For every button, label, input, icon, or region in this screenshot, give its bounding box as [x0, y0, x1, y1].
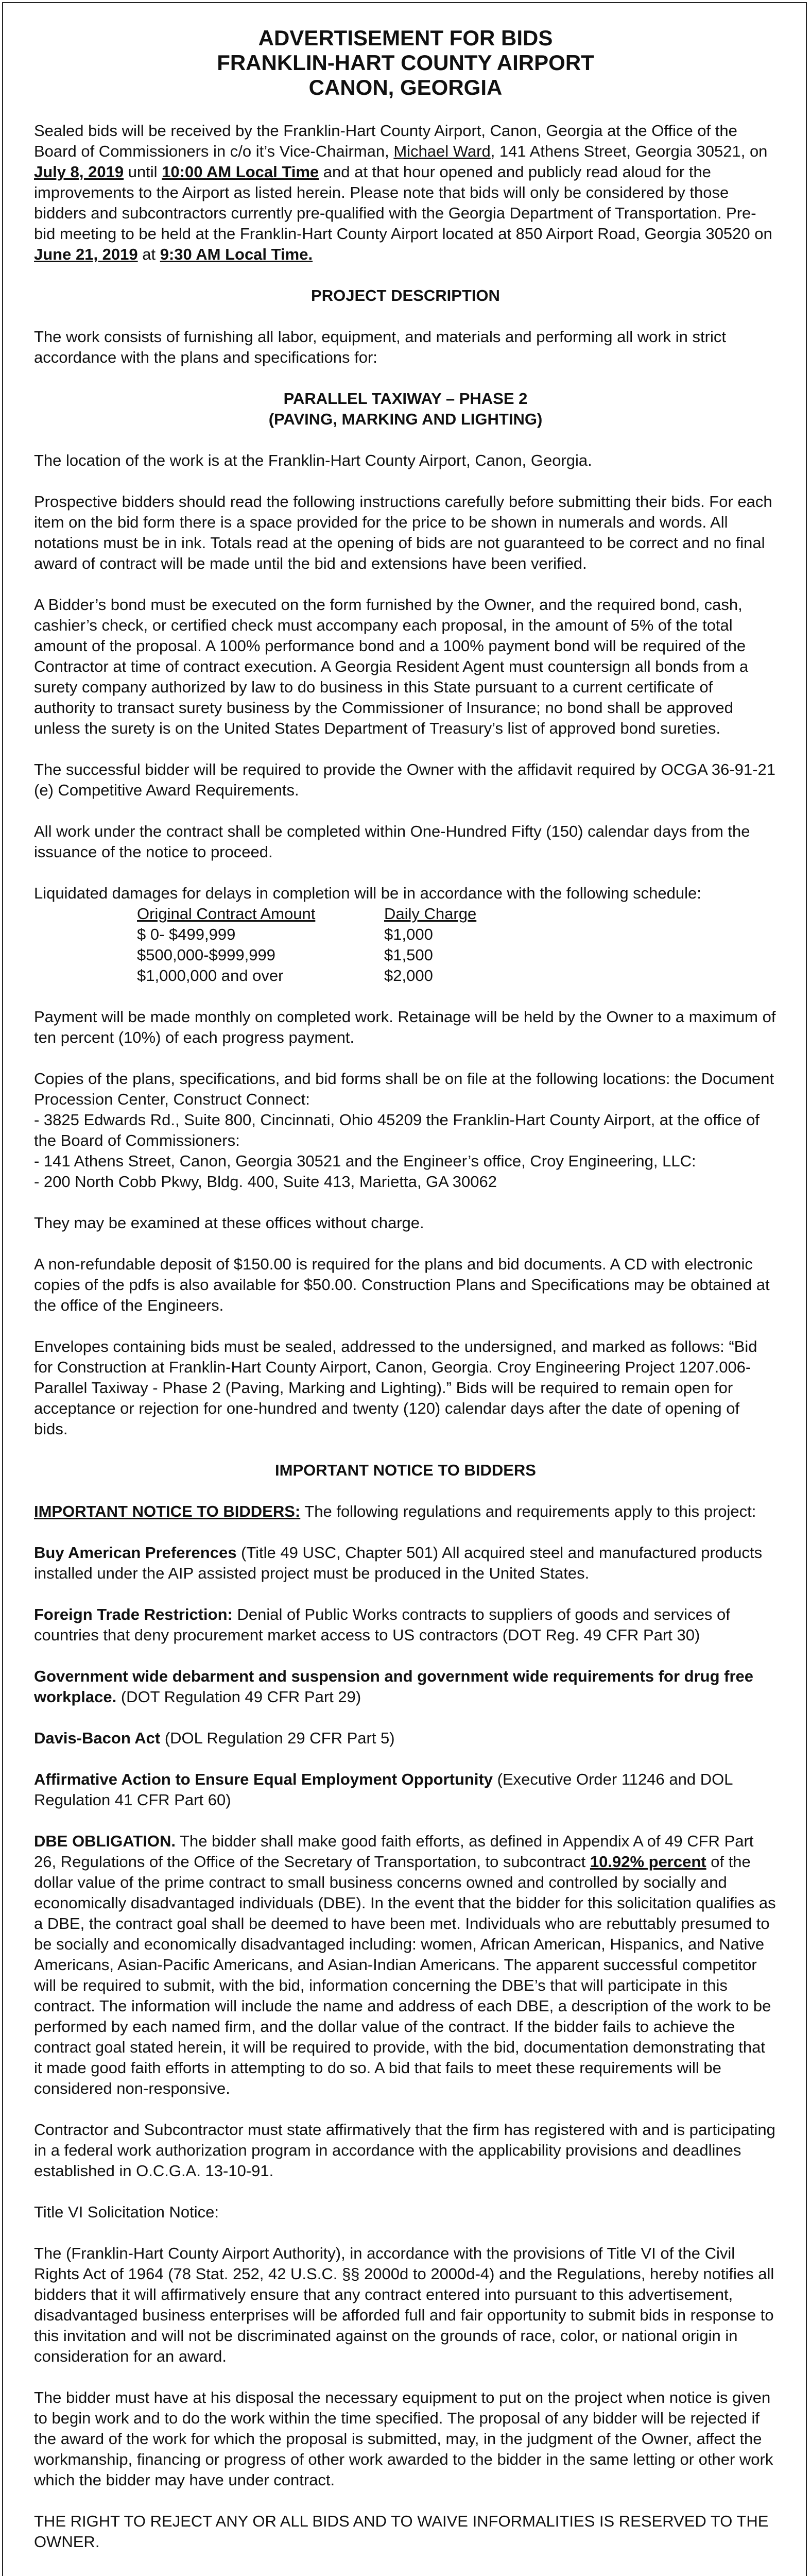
liquidated-damages-table [34, 904, 476, 986]
col-daily-charge: Daily Charge [384, 905, 477, 923]
debarment-label: Government wide debarment and suspension and government wide requirements for drug free workplace. [34, 1667, 753, 1706]
notice-intro-text: The following regulations and requirements apply to this project: [300, 1502, 756, 1520]
project-description-heading: PROJECT DESCRIPTION [311, 286, 500, 304]
project-title-line-1: PARALLEL TAXIWAY – PHASE 2 [283, 389, 528, 408]
davis-bacon-paragraph [34, 1728, 777, 1749]
intro-text-1: Sealed bids will be received by the Franklin-Hart County Airport, Canon, Georgia at the Office of the Board of Commissioners in c/o it’s Vice-Chairman, [34, 122, 737, 160]
notice-intro-label: IMPORTANT NOTICE TO BIDDERS: [34, 1502, 301, 1520]
ad-title-line-3: CANON, GEORGIA [308, 75, 503, 99]
row-charge: $2,000 [384, 967, 433, 985]
copies-intro: Copies of the plans, specifications, and bid forms shall be on file at the following locations: the Document Procession Center, Construct Connect: [34, 1070, 774, 1108]
bond-paragraph: A Bidder’s bond must be executed on the form furnished by the Owner, and the required bond, cash, cashier’s check, or certified check must accompany each proposal, in the amount of 5% of the total amount of the proposal. A 100% performance bond and a 100% payment bond will be required of the Contractor at time of contract execution. A Georgia Resident Agent must countersign all bonds from a surety company authorized by law to do business in this State pursuant to a current certificate of authority to transact surety business by the Commissioner of Insurance; no bond shall be approved unless the surety is on the United States Department of Treasury’s list of approved bond sureties. [34, 596, 749, 737]
dbe-obligation-paragraph [34, 1831, 777, 2099]
buy-american-text: (Title 49 USC, Chapter 501) All acquired steel and manufactured products installed under the AIP assisted project must be produced in the United States. [34, 1544, 763, 1582]
prospective-bidders-paragraph: Prospective bidders should read the following instructions carefully before submitting their bids. For each item on the bid form there is a space provided for the price to be shown in numerals and words. All notations must be in ink. Totals read at the opening of bids are not guaranteed to be correct and no final award of contract will be made until the bid and extensions have been verified. [34, 493, 772, 572]
buy-american-paragraph [34, 1543, 777, 1584]
row-amount: $ 0- $499,999 [137, 925, 236, 943]
foreign-trade-paragraph [34, 1604, 777, 1646]
payment-paragraph: Payment will be made monthly on completed work. Retainage will be held by the Owner to a maximum of ten percent (10%) of each progress payment. [34, 1008, 776, 1046]
affirmative-action-label: Affirmative Action to Ensure Equal Employment Opportunity [34, 1770, 493, 1788]
affirmative-action-text: (Executive Order 11246 and DOL Regulation 41 CFR Part 60) [34, 1770, 733, 1809]
title-vi-paragraph: The (Franklin-Hart County Airport Authority), in accordance with the provisions of Title VI of the Civil Rights Act of 1964 (78 Stat. 252, 42 U.S.C. §§ 2000d to 2000d-4) and the Regulations, hereby notifies all bidders that it will affirmatively ensure that any contract entered into pursuant to this advertisement, disadvantaged business enterprises will be afforded full and fair opportunity to submit bids in response to this invitation and will not be discriminated against on the grounds of race, color, or national origin in consideration for an award. [34, 2244, 774, 2365]
liquidated-damages-intro: Liquidated damages for delays in completion will be in accordance with the following schedule: [34, 884, 701, 902]
liquidated-damages-header [34, 904, 476, 924]
copies-location-2: - 141 Athens Street, Canon, Georgia 30521 and the Engineer’s office, Croy Engineering, LLC: [34, 1152, 696, 1170]
ad-title-line-1: ADVERTISEMENT FOR BIDS [258, 26, 553, 50]
affidavit-paragraph: The successful bidder will be required to provide the Owner with the affidavit required by OCGA 36-91-21 (e) Competitive Award Requirements. [34, 760, 775, 799]
dbe-percent: 10.92% percent [590, 1853, 706, 1871]
contractor-registered-paragraph: Contractor and Subcontractor must state affirmatively that the firm has registered with and is participating in a federal work authorization program in accordance with the applicability provisions and deadlines established in O.C.G.A. 13-10-91. [34, 2121, 775, 2180]
table-row [34, 945, 476, 965]
prebid-date: June 21, 2019 [34, 245, 138, 263]
row-amount: $500,000-$999,999 [137, 946, 275, 964]
location-paragraph: The location of the work is at the Franklin-Hart County Airport, Canon, Georgia. [34, 451, 592, 469]
davis-bacon-label: Davis-Bacon Act [34, 1729, 161, 1747]
examined-paragraph: They may be examined at these offices without charge. [34, 1214, 424, 1232]
envelopes-paragraph: Envelopes containing bids must be sealed, addressed to the undersigned, and marked as follows: “Bid for Construction at Franklin-Hart County Airport, Canon, Georgia. Croy Engineering Project 1207.006- Parallel Taxiway - Phase 2 (Paving, Marking and Lighting).” Bids will be required to remain open for acceptance or rejection for one-hundred and twenty (120) calendar days after the date of opening of bids. [34, 1337, 757, 1438]
deposit-paragraph: A non-refundable deposit of $150.00 is required for the plans and bid documents. A CD with electronic copies of the pdfs is also available for $50.00. Construction Plans and Specifications may be obtained at the office of the Engineers. [34, 1255, 770, 1314]
ad-title-line-2: FRANKLIN-HART COUNTY AIRPORT [217, 50, 594, 75]
completion-paragraph: All work under the contract shall be completed within One-Hundred Fifty (150) calendar days from the issuance of the notice to proceed. [34, 822, 750, 861]
row-charge: $1,000 [384, 925, 433, 943]
affirmative-action-paragraph [34, 1769, 777, 1810]
important-notice-heading: IMPORTANT NOTICE TO BIDDERS [275, 1461, 536, 1479]
ad-title [34, 26, 777, 100]
foreign-trade-text: Denial of Public Works contracts to suppliers of goods and services of countries that deny procurement market access to US contractors (DOT Reg. 49 CFR Part 30) [34, 1605, 730, 1644]
bid-date: July 8, 2019 [34, 163, 124, 181]
dbe-text-1: The bidder shall make good faith efforts, as defined in Appendix A of 49 CFR Part 26, Regulations of the Office of the Secretary of Transportation, to subcontract [34, 1832, 754, 1871]
equipment-paragraph: The bidder must have at his disposal the necessary equipment to put on the project when notice is given to begin work and to do the work within the time specified. The proposal of any bidder will be rejected if the award of the work for which the proposal is submitted, may, in the judgment of the Owner, affect the workmanship, financing or progress of other work awarded to the bidder in the same letting or other work which the bidder may have under contract. [34, 2388, 773, 2489]
foreign-trade-label: Foreign Trade Restriction: [34, 1605, 233, 1623]
intro-text-5: at [137, 245, 160, 263]
copies-location-3: - 200 North Cobb Pkwy, Bldg. 400, Suite 413, Marietta, GA 30062 [34, 1173, 497, 1191]
advertisement-body [34, 26, 777, 2573]
buy-american-label: Buy American Preferences [34, 1544, 237, 1562]
intro-text-3: until [124, 163, 162, 181]
col-contract-amount: Original Contract Amount [137, 905, 316, 923]
table-row [34, 965, 476, 986]
table-row [34, 924, 476, 945]
row-charge: $1,500 [384, 946, 433, 964]
project-title-line-2: (PAVING, MARKING AND LIGHTING) [268, 410, 543, 428]
intro-text-4: and at that hour opened and publicly read aloud for the improvements to the Airport as listed herein. Please note that bids will only be considered by those bidders and subcontractors currently pre-qualified with the Georgia Department of Transportation. Pre-bid meeting to be held at the Franklin-Hart County Airport located at 850 Airport Road, Georgia 30520 on [34, 163, 772, 243]
project-title [34, 388, 777, 430]
copies-paragraph [34, 1069, 777, 1192]
prebid-time: 9:30 AM Local Time. [160, 245, 313, 263]
debarment-text: (DOT Regulation 49 CFR Part 29) [116, 1688, 361, 1706]
title-vi-heading: Title VI Solicitation Notice: [34, 2203, 219, 2221]
intro-paragraph [34, 121, 777, 265]
copies-location-1: - 3825 Edwards Rd., Suite 800, Cincinnati, Ohio 45209 the Franklin-Hart County Airport, at the office of the Board of Commissioners: [34, 1111, 760, 1149]
bid-time: 10:00 AM Local Time [162, 163, 319, 181]
reject-paragraph: THE RIGHT TO REJECT ANY OR ALL BIDS AND TO WAIVE INFORMALITIES IS RESERVED TO THE OWNER. [34, 2512, 769, 2551]
row-amount: $1,000,000 and over [137, 967, 284, 985]
davis-bacon-text: (DOL Regulation 29 CFR Part 5) [160, 1729, 395, 1747]
dbe-text-2: of the dollar value of the prime contract to small business concerns owned and controlled by socially and economically disadvantaged individuals (DBE). In the event that the bidder for this solicitation qualifies as a DBE, the contract goal shall be deemed to have been met. Individuals who are rebuttably presumed to be socially and economically disadvantaged including: women, African American, Hispanics, and Native Americans, Asian-Pacific Americans, and Asian-Indian Americans. The apparent successful competitor will be required to submit, with the bid, information concerning the DBE’s that will participate in this contract. The information will include the name and address of each DBE, a description of the work to be performed by each named firm, and the dollar value of the contract. If the bidder fails to achieve the contract goal stated herein, it will be required to provide, with the bid, documentation demonstrating that it made good faith efforts in attempting to do so. A bid that fails to meet these requirements will be considered non-responsive. [34, 1853, 776, 2097]
debarment-paragraph [34, 1666, 777, 1707]
work-consists-paragraph: The work consists of furnishing all labor, equipment, and materials and performing all work in strict accordance with the plans and specifications for: [34, 328, 726, 366]
notice-intro-paragraph [34, 1501, 777, 1522]
intro-text-2: , 141 Athens Street, Georgia 30521, on [490, 142, 768, 160]
vice-chairman-name: Michael Ward [393, 142, 491, 160]
dbe-label: DBE OBLIGATION. [34, 1832, 176, 1850]
